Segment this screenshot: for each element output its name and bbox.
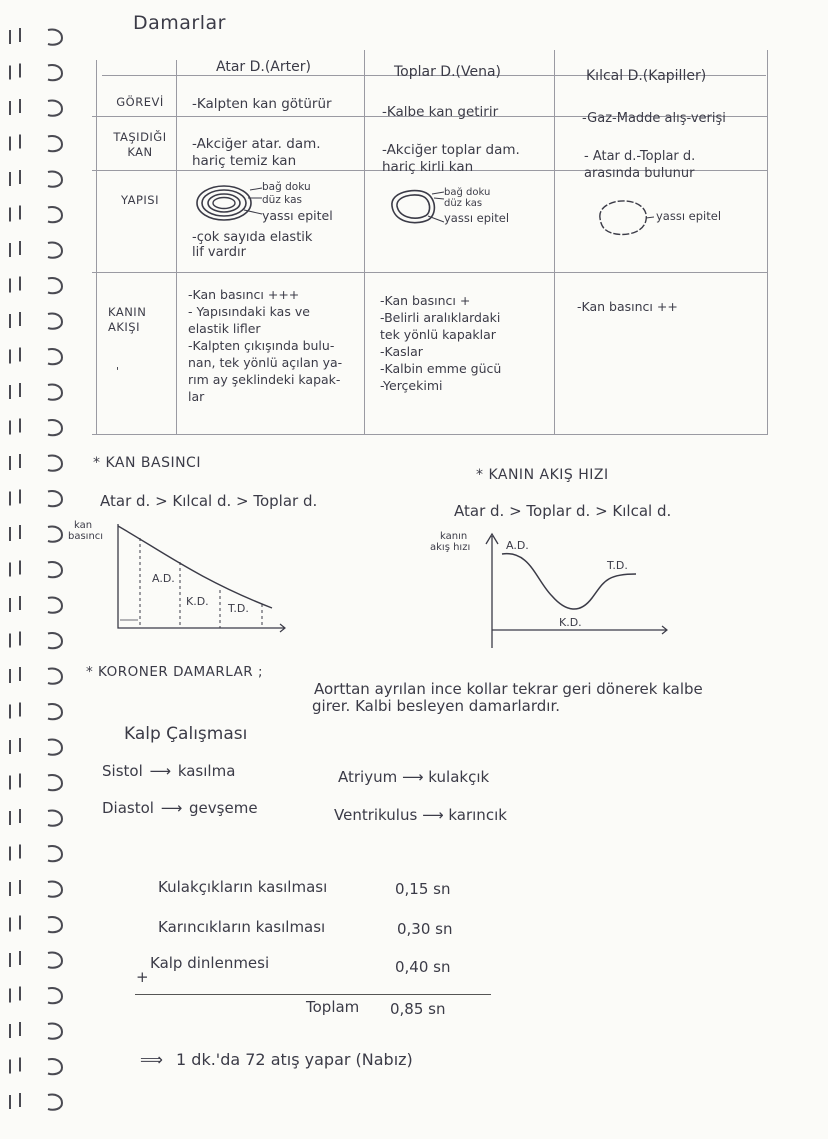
capillary-flow-notes: -Kan basıncı ++ <box>577 299 678 314</box>
spiral-ring <box>10 99 62 116</box>
spiral-ring <box>10 809 62 826</box>
spiral-ring <box>10 951 62 968</box>
spiral-ring <box>10 312 62 329</box>
spiral-ring <box>10 1093 62 1110</box>
coronary-text-line2: girer. Kalbi besleyen damarlardır. <box>312 697 561 715</box>
flow-label-artery: A.D. <box>506 539 529 552</box>
column-header-artery: Atar D.(Arter) <box>216 59 311 75</box>
coronary-text-line1: Aorttan ayrılan ince kollar tekrar geri dönerek kalbe <box>314 680 703 698</box>
blood-pressure-order: Atar d. > Kılcal d. > Toplar d. <box>100 492 318 510</box>
spiral-ring <box>10 1058 62 1075</box>
page-title: Damarlar <box>133 12 226 34</box>
cell-vein-function: -Kalbe kan getirir <box>382 104 499 120</box>
spiral-ring <box>10 454 62 471</box>
timing-label-atria: Kulakçıkların kasılması <box>158 878 328 896</box>
row-label-structure: YAPISI <box>120 193 160 207</box>
timing-value-atria: 0,15 sn <box>395 880 451 898</box>
artery-cross-section <box>192 178 272 228</box>
spiral-ring <box>10 561 62 578</box>
bp-label-artery: A.D. <box>152 572 175 585</box>
flow-speed-order: Atar d. > Toplar d. > Kılcal d. <box>454 502 672 520</box>
spiral-binding <box>0 0 72 1139</box>
spiral-ring <box>10 206 62 223</box>
timing-value-ventricles: 0,30 sn <box>397 920 453 938</box>
spiral-ring <box>10 241 62 258</box>
spiral-ring <box>10 632 62 649</box>
sum-line <box>135 994 491 995</box>
blood-pressure-graph <box>100 520 290 640</box>
capillary-cross-section <box>594 196 654 242</box>
column-header-capillary: Kılcal D.(Kapiller) <box>586 68 707 84</box>
timing-value-rest: 0,40 sn <box>395 958 451 976</box>
diastole-row: Diastol ⟶ gevşeme <box>102 799 258 817</box>
spiral-ring <box>10 916 62 933</box>
row-label-blood-flow: KANIN AKIŞI <box>108 305 147 334</box>
heart-heading: Kalp Çalışması <box>124 724 248 744</box>
row-label-blood-carried: TAŞIDIĞI KAN <box>113 130 167 159</box>
bp-label-vein: T.D. <box>228 602 249 615</box>
total-label: Toplam <box>306 998 360 1016</box>
spiral-ring <box>10 64 62 81</box>
cell-artery-function: -Kalpten kan götürür <box>192 96 332 112</box>
spiral-ring <box>10 383 62 400</box>
spiral-ring <box>10 987 62 1004</box>
spiral-ring <box>10 135 62 152</box>
capillary-layer-label: yassı epitel <box>656 209 722 223</box>
cell-artery-blood: -Akciğer atar. dam. hariç temiz kan <box>192 136 321 169</box>
timing-label-ventricles: Karıncıkların kasılması <box>158 918 326 936</box>
artery-elastic-note: -çok sayıda elastik lif vardır <box>192 230 313 260</box>
spiral-ring <box>10 277 62 294</box>
vessel-comparison-table <box>92 50 768 435</box>
flow-speed-ylabel: kanın akış hızı <box>430 531 471 553</box>
spiral-ring <box>10 667 62 684</box>
flow-label-vein: T.D. <box>607 559 628 572</box>
cell-capillary-function: -Gaz-Madde alış-verişi <box>582 111 726 126</box>
pulse-conclusion: ⟹ 1 dk.'da 72 atış yapar (Nabız) <box>140 1050 413 1069</box>
vein-flow-notes: -Kan basıncı + -Belirli aralıklardaki tek yönlü kapaklar -Kaslar -Kalbin emme gücü -Yerçekimi <box>380 293 502 393</box>
spiral-ring <box>10 774 62 791</box>
atrium-row: Atriyum ⟶ kulakçık <box>338 768 490 786</box>
systole-row: Sistol ⟶ kasılma <box>102 762 236 780</box>
flow-speed-heading: * KANIN AKIŞ HIZI <box>476 467 609 483</box>
vein-layer-labels: bağ doku düz kas yassı epitel <box>444 187 510 225</box>
row-label-function: GÖREVİ <box>116 95 164 109</box>
ventricle-row: Ventrikulus ⟶ karıncık <box>334 806 507 824</box>
spiral-ring <box>10 880 62 897</box>
stray-mark: ' <box>116 365 120 378</box>
column-header-vein: Toplar D.(Vena) <box>394 64 502 80</box>
spiral-ring <box>10 596 62 613</box>
cell-vein-blood: -Akciğer toplar dam. hariç kirli kan <box>382 142 520 175</box>
spiral-ring <box>10 348 62 365</box>
flow-label-capillary: K.D. <box>559 616 582 629</box>
spiral-ring <box>10 490 62 507</box>
timing-label-rest: Kalp dinlenmesi <box>150 954 270 972</box>
artery-flow-notes: -Kan basıncı +++ - Yapısındaki kas ve elastik lifler -Kalpten çıkışında bulu- nan, tek yönlü açılan ya- rım ay şeklindeki kapak- lar <box>188 287 343 404</box>
spiral-ring <box>10 738 62 755</box>
total-value: 0,85 sn <box>390 1000 446 1018</box>
spiral-ring <box>10 703 62 720</box>
spiral-ring <box>10 845 62 862</box>
coronary-heading: * KORONER DAMARLAR ; <box>86 664 264 680</box>
cell-capillary-blood: - Atar d.-Toplar d. arasında bulunur <box>584 149 696 181</box>
plus-sign: + <box>136 968 149 986</box>
blood-pressure-heading: * KAN BASINCI <box>93 455 201 471</box>
spiral-ring <box>10 419 62 436</box>
spiral-ring <box>10 525 62 542</box>
bp-label-capillary: K.D. <box>186 595 209 608</box>
spiral-ring <box>10 170 62 187</box>
artery-layer-labels: bağ doku düz kas yassı epitel <box>262 181 333 223</box>
spiral-ring <box>10 28 62 45</box>
spiral-ring <box>10 1022 62 1039</box>
blood-pressure-ylabel: kan basıncı <box>68 520 104 542</box>
